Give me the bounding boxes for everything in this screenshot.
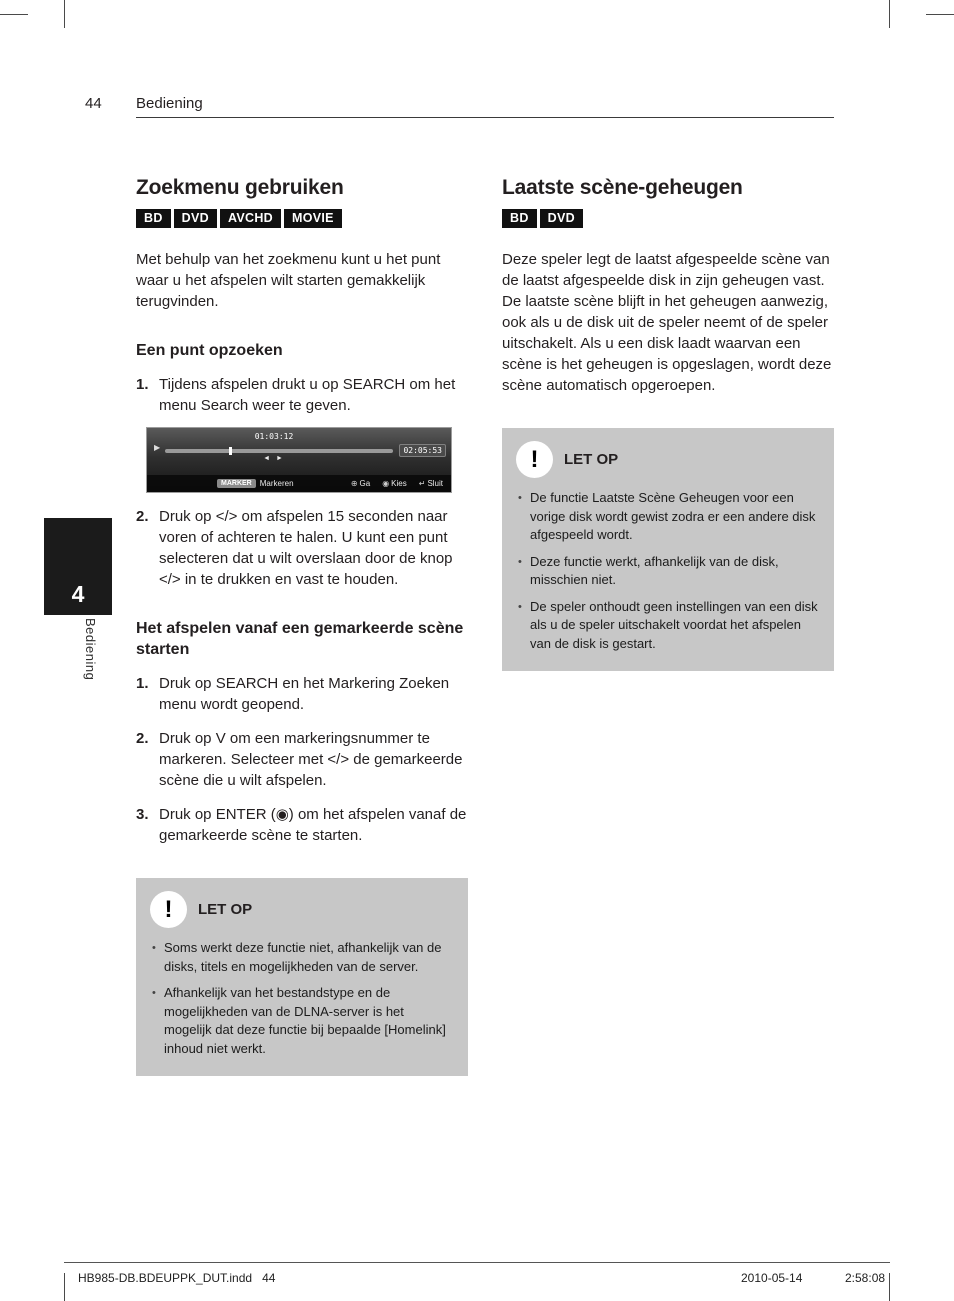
left-section-title: Zoekmenu gebruiken [136, 176, 344, 199]
step-number: 1. [136, 675, 149, 692]
osd-hint-label: Kies [391, 479, 407, 488]
disc-type-badges [502, 209, 834, 228]
note-title: LET OP [198, 901, 253, 918]
osd-elapsed-time: 01:03:12 [254, 432, 294, 441]
note-title: LET OP [564, 451, 619, 468]
osd-control-hint-bar [147, 475, 451, 492]
note-item: • Deze functie werkt, afhankelijk van de disk, misschien niet. [516, 553, 820, 590]
play-icon: ▶ [154, 443, 161, 452]
footer-rule [64, 1262, 890, 1263]
badge-bd: BD [136, 209, 171, 228]
badge-dvd: DVD [174, 209, 217, 228]
crop-mark-top-left [64, 0, 65, 28]
marker-badge: MARKER [217, 479, 256, 488]
crop-mark-top-right [889, 0, 890, 28]
crop-mark-left-top [0, 14, 28, 15]
numbered-step [136, 804, 468, 846]
crop-mark-right-top [926, 14, 954, 15]
step-number: 3. [136, 806, 149, 823]
step-text: Druk op V om een markeringsnummer te markeren. Selecteer met </> de gemarkeerde scène die u wilt afspelen. [159, 730, 463, 789]
header-section-title: Bediening [136, 95, 203, 112]
note-item: • Soms werkt deze functie niet, afhankelijk van de disks, titels en mogelijkheden van de server. [150, 939, 454, 976]
step-text: Tijdens afspelen drukt u op SEARCH om het menu Search weer te geven. [159, 376, 456, 414]
disc-type-badges [136, 209, 468, 228]
badge-movie: MOVIE [284, 209, 342, 228]
subheading-punt-opzoeken: Een punt opzoeken [136, 342, 283, 359]
player-osd-screenshot [146, 427, 452, 493]
body-paragraph: Deze speler legt de laatst afgespeelde scène van de laatst afgespeelde disk in zijn geheugen vast. De laatste scène blijft in het geheugen aanwezig, ook als u de disk uit de speler neemt of de speler uitschakelt. Als u een disk laadt waarvan een scène is het geheugen is opgeslagen, wordt deze scène automatisch opgeroepen. [502, 251, 832, 394]
return-icon: ↵ [418, 479, 426, 488]
step-number: 2. [136, 730, 149, 747]
osd-hint-sluit [419, 479, 443, 488]
exclamation-icon: ! [150, 891, 187, 928]
osd-hint-label: Ga [359, 479, 371, 488]
intro-paragraph: Met behulp van het zoekmenu kunt u het punt waar u het afspelen wilt starten gemakkelijk terugvinden. [136, 251, 441, 310]
note-box [502, 428, 834, 671]
footer-date: 2010-05-14 [741, 1271, 803, 1285]
left-column [136, 176, 468, 1076]
osd-progress-bar [165, 449, 393, 453]
select-icon: ◉ [382, 479, 390, 488]
osd-total-time: 02:05:53 [399, 444, 446, 457]
crop-mark-bottom-left [64, 1273, 65, 1301]
numbered-step [136, 673, 468, 715]
step-text: Druk op ENTER (◉) om het afspelen vanaf de gemarkeerde scène te starten. [159, 806, 467, 844]
osd-hint-kies [382, 479, 407, 488]
step-text: Druk op </> om afspelen 15 seconden naar voren of achteren te halen. U kunt een punt selecteren dat u wilt overslaan door de knop </> in te drukken en vast te houden. [159, 508, 453, 588]
note-list [150, 939, 454, 1058]
chapter-tab-label: Bediening [83, 618, 98, 681]
note-item: • Afhankelijk van het bestandstype en de mogelijkheden van de DLNA-server is het mogelijk dat deze functie bij bepaalde [Homelink] inhoud niet werkt. [150, 984, 454, 1058]
osd-hint-ga [351, 479, 370, 488]
step-number: 2. [136, 508, 149, 525]
marker-hint-label: Markeren [259, 479, 294, 488]
right-column [502, 176, 834, 671]
chapter-tab: 4 [44, 518, 112, 615]
osd-left-right-arrows: ◄ ► [263, 455, 285, 462]
note-item: • De speler onthoudt geen instellingen van een disk als u de speler uitschakelt voordat het afspelen van de disk is gestart. [516, 598, 820, 654]
note-box [136, 878, 468, 1076]
footer-filename: HB985-DB.BDEUPPK_DUT.indd 44 [78, 1271, 276, 1285]
note-item: • De functie Laatste Scène Geheugen voor een vorige disk wordt gewist zodra er een andere disk afgespeeld wordt. [516, 489, 820, 545]
badge-bd: BD [502, 209, 537, 228]
header-rule [136, 117, 834, 118]
badge-avchd: AVCHD [220, 209, 281, 228]
numbered-step [136, 728, 468, 791]
note-header [150, 891, 454, 928]
move-icon: ⊕ [350, 479, 358, 488]
right-section-title: Laatste scène-geheugen [502, 176, 743, 199]
numbered-step [136, 506, 468, 590]
osd-hint-label: Sluit [427, 479, 443, 488]
osd-progress-marker [229, 447, 232, 455]
note-header [516, 441, 820, 478]
numbered-step [136, 374, 468, 416]
step-text: Druk op SEARCH en het Markering Zoeken menu wordt geopend. [159, 675, 450, 713]
note-list [516, 489, 820, 653]
step-number: 1. [136, 376, 149, 393]
badge-dvd: DVD [540, 209, 583, 228]
subheading-gemarkeerde-scene: Het afspelen vanaf een gemarkeerde scène starten [136, 620, 464, 658]
crop-mark-bottom-right [889, 1273, 890, 1301]
footer-time: 2:58:08 [845, 1271, 886, 1285]
page-number: 44 [85, 95, 102, 112]
exclamation-icon: ! [516, 441, 553, 478]
